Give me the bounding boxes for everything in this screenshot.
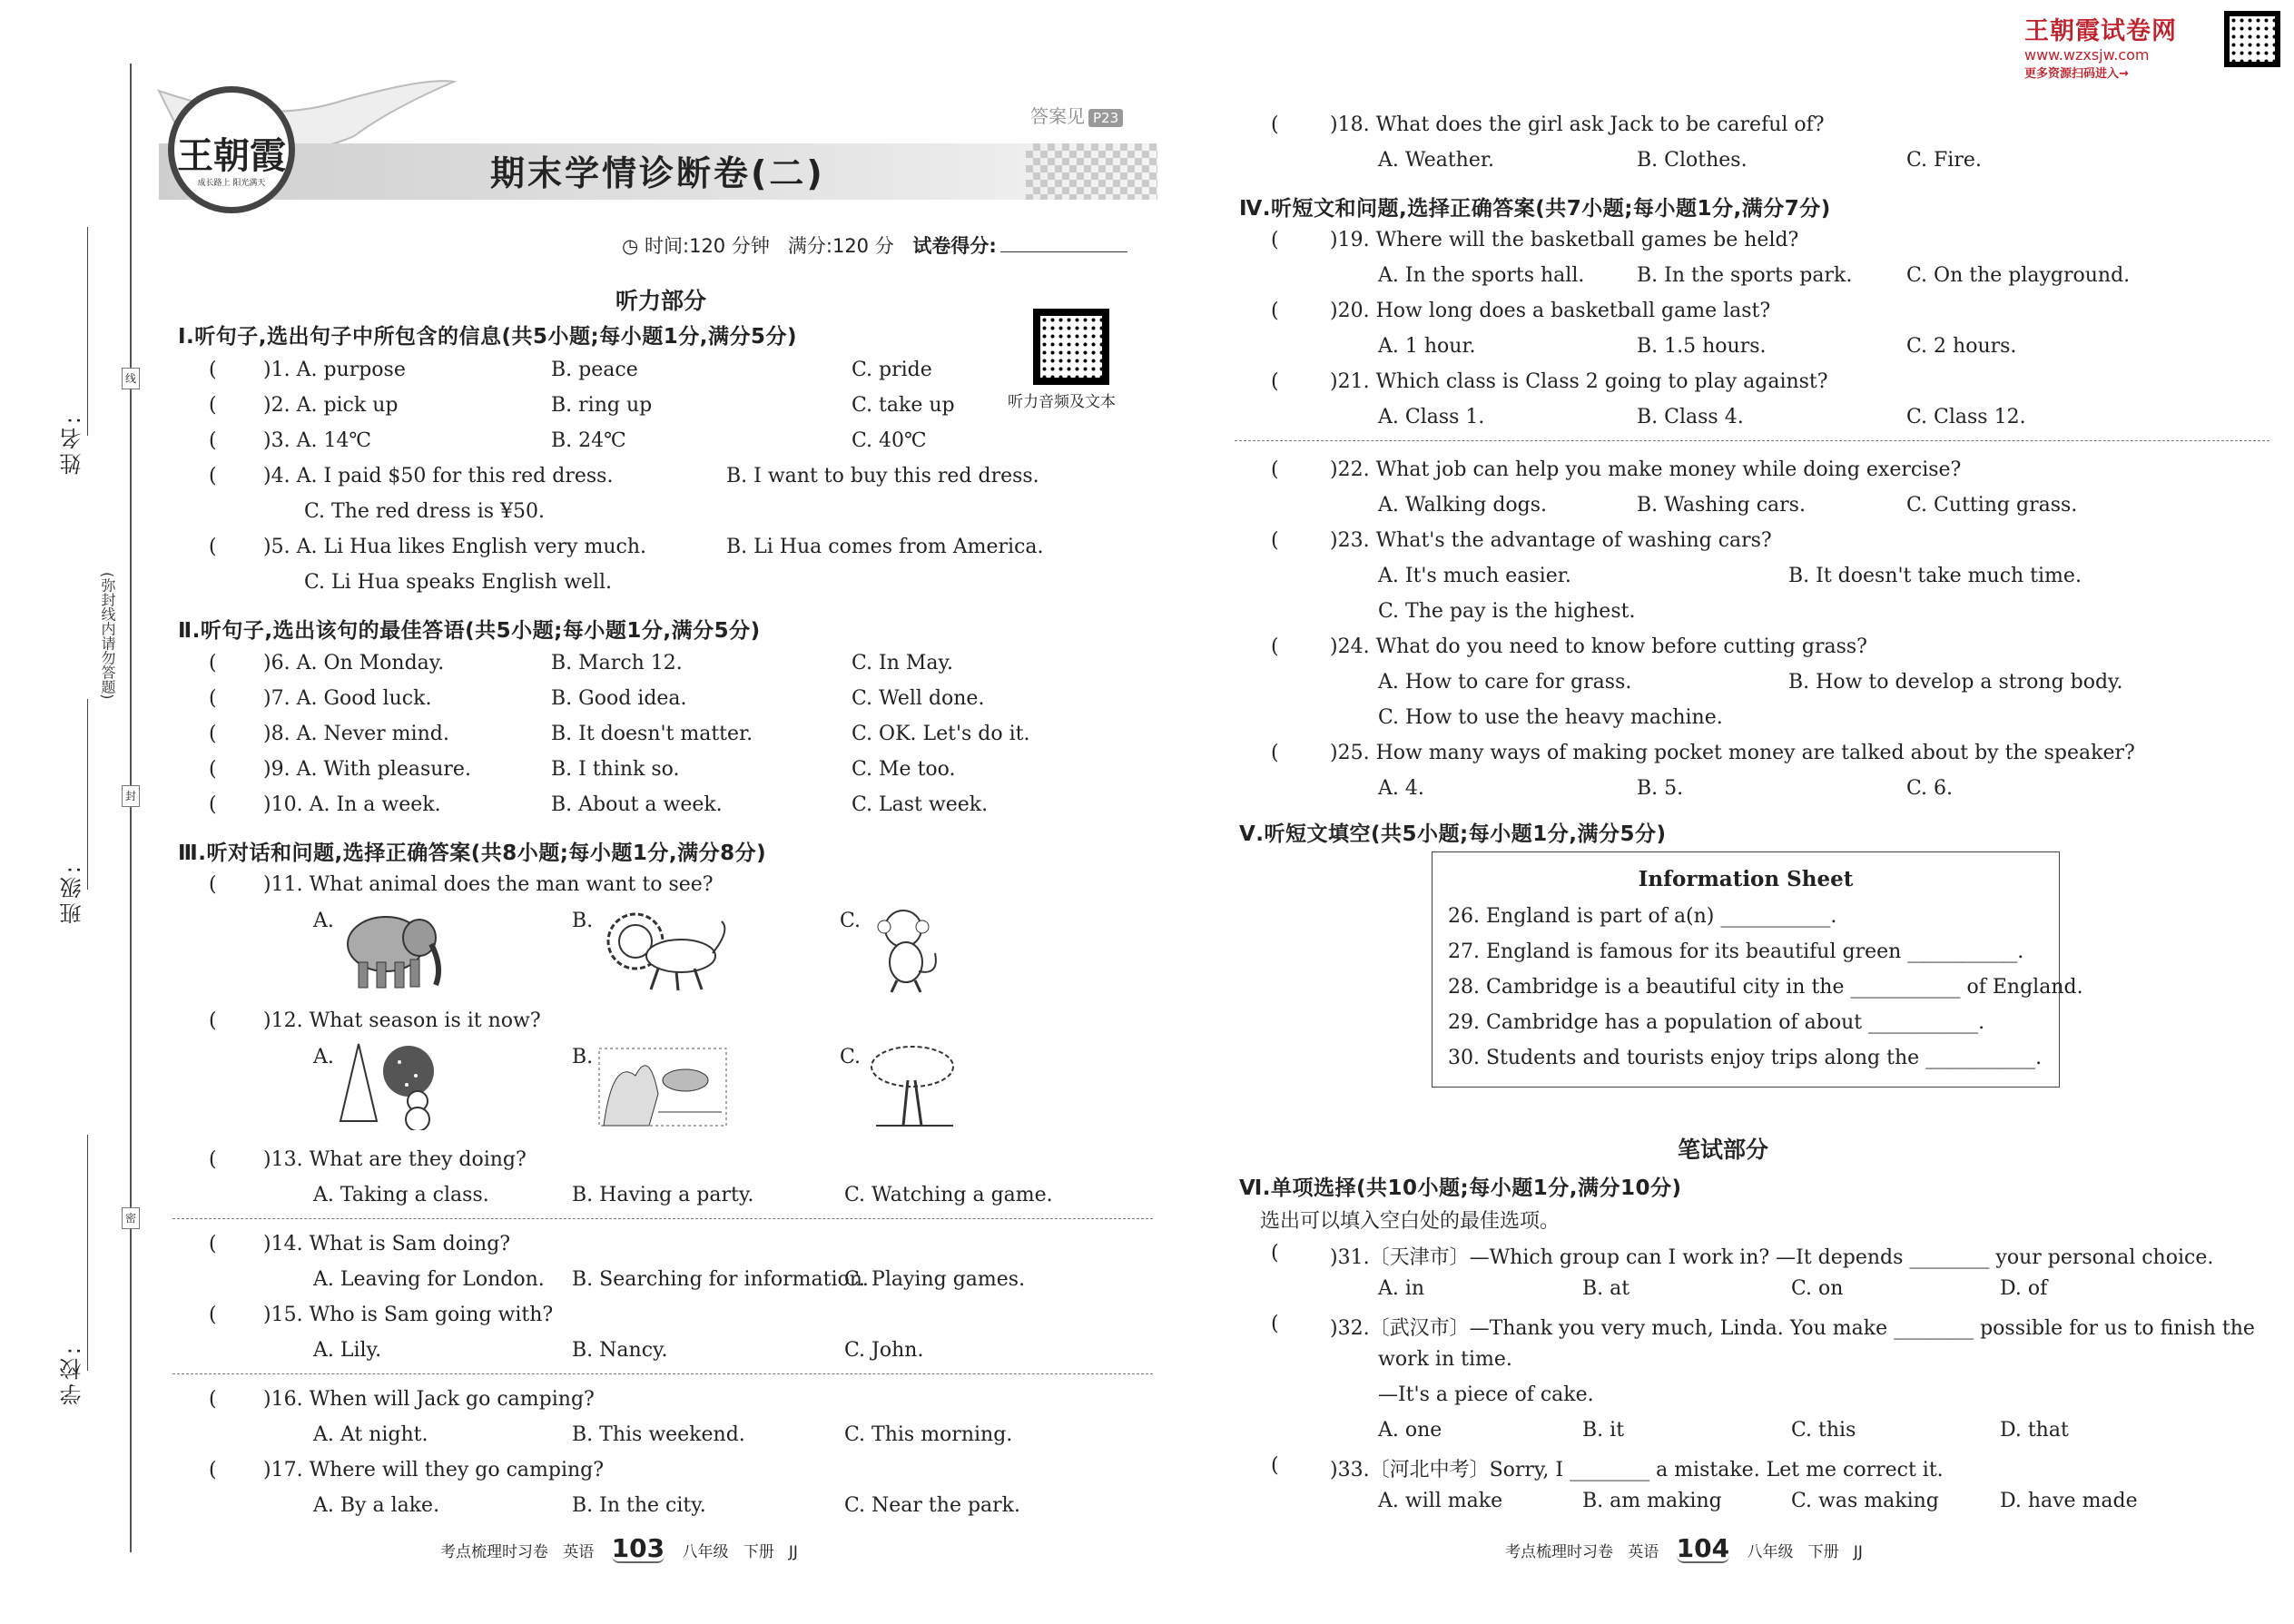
option-b: B. Good idea.: [551, 687, 687, 710]
option-b: B. I think so.: [551, 758, 680, 781]
question-stem-cont: —It's a piece of cake.: [1378, 1383, 1594, 1406]
question-row: (: [209, 394, 217, 417]
option-a: A. one: [1378, 1419, 1442, 1442]
pic-label: C.: [840, 1046, 861, 1068]
option-c: C. take up: [852, 394, 955, 417]
info-line: 28. Cambridge is a beautiful city in the ___________ of England.: [1448, 976, 2083, 999]
question-row: (: [209, 652, 217, 674]
question-row: (: [209, 536, 217, 558]
question-row: (: [209, 1233, 217, 1255]
question-row: (: [209, 873, 217, 896]
page-number: 104: [1676, 1533, 1730, 1563]
option-a: A. will make: [1378, 1490, 1503, 1512]
option-b: B. at: [1582, 1277, 1630, 1300]
footer-edition: JJ: [1853, 1543, 1863, 1561]
option-c: C. Li Hua speaks English well.: [304, 571, 613, 594]
divider: [172, 1373, 1153, 1374]
option-b: B. Li Hua comes from America.: [726, 536, 1044, 558]
option-c: C. Near the park.: [844, 1494, 1020, 1517]
logo-text: 王朝霞: [177, 134, 286, 177]
question-row: (: [209, 1388, 217, 1411]
question-row: (: [1271, 300, 1279, 322]
exam-meta: [622, 231, 1127, 259]
question-row: (: [1271, 635, 1279, 658]
question-stem: )9. A. With pleasure.: [263, 758, 471, 781]
option-a: A. Walking dogs.: [1378, 494, 1548, 517]
option-c: C. OK. Let's do it.: [852, 723, 1030, 745]
option-c: C. In May.: [852, 652, 954, 674]
question-stem: )6. A. On Monday.: [263, 652, 445, 674]
question-row: (: [1271, 458, 1279, 481]
pic-label: A.: [313, 1046, 334, 1068]
option-c: C. Cutting grass.: [1906, 494, 2078, 517]
option-b: B. I want to buy this red dress.: [726, 465, 1039, 487]
question-row: (: [1271, 229, 1279, 251]
question-stem: )33.〔河北中考〕Sorry, I ________ a mistake. Let me correct it.: [1330, 1459, 1944, 1481]
question-row: (: [209, 758, 217, 781]
footer-volume: 下册: [743, 1543, 774, 1561]
option-c: C. 2 hours.: [1906, 335, 2017, 358]
autumn-picture: [862, 1039, 962, 1130]
footer-edition: JJ: [788, 1543, 798, 1561]
question-row: (: [1271, 1313, 1279, 1335]
option-c: C. On the playground.: [1906, 264, 2131, 287]
option-b: B. It doesn't take much time.: [1788, 565, 2082, 587]
question-stem: )10. A. In a week.: [263, 793, 441, 816]
class-line: [87, 699, 88, 890]
option-c: C. This morning.: [844, 1423, 1013, 1446]
question-stem: )20. How long does a basketball game last?: [1330, 300, 1771, 322]
option-b: B. Washing cars.: [1637, 494, 1806, 517]
footer-book: 考点梳理时习卷: [1505, 1543, 1613, 1561]
question-row: (: [1271, 742, 1279, 764]
brand-name: 王朝霞试卷网: [2024, 17, 2177, 45]
seal-mark: 封: [122, 785, 140, 807]
question-row: (: [209, 465, 217, 487]
listening-heading: 听力部分: [615, 288, 707, 314]
option-b: B. peace: [551, 359, 638, 381]
page-footer: [440, 1533, 798, 1563]
option-c: C. The red dress is ¥50.: [304, 500, 545, 523]
option-b: B. am making: [1582, 1490, 1722, 1512]
question-row: (: [209, 793, 217, 816]
school-line: [87, 1135, 88, 1371]
question-stem-cont: work in time.: [1378, 1348, 1512, 1371]
answer-reference: [1030, 102, 1123, 128]
option-b: B. it: [1582, 1419, 1625, 1442]
option-b: B. It doesn't matter.: [551, 723, 753, 745]
option-a: A. It's much easier.: [1378, 565, 1571, 587]
question-stem: )8. A. Never mind.: [263, 723, 449, 745]
school-label: 学校:: [60, 1343, 85, 1406]
exam-time: 时间:120 分钟: [645, 235, 770, 257]
question-stem: )25. How many ways of making pocket money are talked about by the speaker?: [1330, 742, 2135, 764]
question-stem: )5. A. Li Hua likes English very much.: [263, 536, 646, 558]
answer-ref-label: 答案见: [1030, 105, 1085, 127]
question-stem: )4. A. I paid $50 for this red dress.: [263, 465, 614, 487]
option-a: A. Lily.: [313, 1339, 382, 1362]
footer-grade: 八年级: [682, 1543, 729, 1561]
section-5-heading: Ⅴ.听短文填空(共5小题;每小题1分,满分5分): [1239, 822, 1667, 846]
question-stem: )12. What season is it now?: [263, 1009, 541, 1032]
qr-code-icon[interactable]: [1033, 309, 1109, 385]
banner-pattern: [1026, 143, 1157, 200]
option-b: B. How to develop a strong body.: [1788, 671, 2123, 694]
question-stem: )17. Where will they go camping?: [263, 1459, 605, 1481]
section-1-heading: Ⅰ.听句子,选出句子中所包含的信息(共5小题;每小题1分,满分5分): [178, 325, 798, 349]
section-2-heading: Ⅱ.听句子,选出该句的最佳答语(共5小题;每小题1分,满分5分): [178, 619, 761, 643]
brand-url: www.wzxsjw.com: [2024, 46, 2150, 64]
question-row: (: [209, 1459, 217, 1481]
option-b: B. 5.: [1637, 777, 1684, 800]
question-stem: )32.〔武汉市〕—Thank you very much, Linda. You make ________ possible for us to finish the: [1330, 1317, 2255, 1340]
option-b: B. 1.5 hours.: [1637, 335, 1767, 358]
option-a: A. in: [1378, 1277, 1425, 1300]
option-c: C. Class 12.: [1906, 406, 2026, 428]
exam-title: 期末学情诊断卷(二): [490, 153, 825, 193]
question-stem: )7. A. Good luck.: [263, 687, 432, 710]
option-c: C. was making: [1791, 1490, 1939, 1512]
section-6-heading: Ⅵ.单项选择(共10小题;每小题1分,满分10分): [1239, 1176, 1682, 1200]
brand-logo: [168, 86, 295, 213]
question-stem: )3. A. 14℃: [263, 429, 372, 452]
section-3-heading: Ⅲ.听对话和问题,选择正确答案(共8小题;每小题1分,满分8分): [178, 842, 767, 865]
option-a: A. Taking a class.: [313, 1184, 489, 1206]
option-a: A. 4.: [1378, 777, 1424, 800]
question-row: (: [1271, 1242, 1279, 1265]
question-row: (: [209, 1009, 217, 1032]
question-row: (: [209, 429, 217, 452]
option-d: D. of: [2000, 1277, 2048, 1300]
qr-label: 听力音频及文本: [1008, 393, 1116, 411]
option-b: B. In the sports park.: [1637, 264, 1853, 287]
question-row: (: [1271, 1454, 1279, 1477]
option-b: B. In the city.: [572, 1494, 706, 1517]
question-stem: )22. What job can help you make money while doing exercise?: [1330, 458, 1962, 481]
brand-qr-icon[interactable]: [2224, 11, 2280, 67]
option-c: C. John.: [844, 1339, 924, 1362]
score-label: 试卷得分:: [912, 235, 997, 257]
page-number: 103: [611, 1533, 665, 1563]
pic-label: C.: [840, 910, 861, 932]
option-a: A. How to care for grass.: [1378, 671, 1632, 694]
question-stem: )31.〔天津市〕—Which group can I work in? —It depends ________ your personal choice.: [1330, 1246, 2214, 1269]
question-stem: )19. Where will the basketball games be held?: [1330, 229, 1799, 251]
option-b: B. This weekend.: [572, 1423, 745, 1446]
footer-subject: 英语: [563, 1543, 595, 1561]
pic-label: B.: [572, 1046, 594, 1068]
option-c: C. Playing games.: [844, 1268, 1026, 1291]
seal-mark: 密: [122, 1207, 140, 1229]
question-row: (: [209, 1148, 217, 1171]
right-page: [1180, 0, 2294, 1624]
option-d: D. that: [2000, 1419, 2069, 1442]
option-b: B. ring up: [551, 394, 653, 417]
binding-line: [130, 64, 132, 1552]
brand-more: 更多资源扫码进入→: [2024, 67, 2129, 81]
option-c: C. Fire.: [1906, 149, 1982, 172]
question-stem: )11. What animal does the man want to see?: [263, 873, 714, 896]
option-c: C. 40℃: [852, 429, 927, 452]
info-sheet-title: Information Sheet: [1638, 867, 1854, 891]
option-b: B. Searching for information.: [572, 1268, 869, 1291]
question-stem: )14. What is Sam doing?: [263, 1233, 511, 1255]
divider: [172, 1218, 1153, 1219]
option-c: C. Watching a game.: [844, 1184, 1053, 1206]
seal-note: (弥封线内请勿答题): [99, 572, 116, 700]
footer-volume: 下册: [1807, 1543, 1839, 1561]
class-label: 班级:: [60, 862, 85, 925]
question-row: (: [209, 687, 217, 710]
divider: [1235, 440, 2269, 441]
option-c: C. How to use the heavy machine.: [1378, 706, 1723, 729]
option-b: B. March 12.: [551, 652, 683, 674]
winter-picture: [336, 1039, 445, 1130]
pic-label: A.: [313, 910, 334, 932]
question-row: (: [209, 359, 217, 381]
footer-book: 考点梳理时习卷: [440, 1543, 548, 1561]
clock-icon: ◷: [622, 235, 639, 257]
section-6-instruction: 选出可以填入空白处的最佳选项。: [1260, 1210, 1561, 1233]
option-c: C. Last week.: [852, 793, 989, 816]
option-c: C. 6.: [1906, 777, 1954, 800]
question-stem: )1. A. purpose: [263, 359, 406, 381]
summer-picture: [595, 1039, 731, 1130]
question-stem: )2. A. pick up: [263, 394, 399, 417]
option-d: D. have made: [2000, 1490, 2138, 1512]
option-b: B. Clothes.: [1637, 149, 1748, 172]
information-sheet: [1432, 851, 2083, 1088]
elephant-picture: [336, 903, 445, 994]
question-stem: )21. Which class is Class 2 going to play against?: [1330, 370, 1828, 393]
writing-heading: 笔试部分: [1678, 1137, 1769, 1163]
info-line: 26. England is part of a(n) ___________.: [1448, 905, 1837, 928]
info-line: 29. Cambridge has a population of about ___________.: [1448, 1011, 1985, 1034]
option-a: A. By a lake.: [313, 1494, 440, 1517]
section-4-heading: Ⅳ.听短文和问题,选择正确答案(共7小题;每小题1分,满分7分): [1239, 197, 1831, 221]
question-stem: )18. What does the girl ask Jack to be careful of?: [1330, 113, 1825, 136]
score-blank[interactable]: [1000, 251, 1127, 252]
brand-block[interactable]: [2024, 11, 2177, 81]
option-a: A. 1 hour.: [1378, 335, 1476, 358]
option-a: A. Class 1.: [1378, 406, 1485, 428]
footer-subject: 英语: [1628, 1543, 1659, 1561]
question-row: (: [1271, 113, 1279, 136]
answer-page-badge: P23: [1088, 109, 1123, 127]
question-stem: )24. What do you need to know before cutting grass?: [1330, 635, 1867, 658]
option-c: C. pride: [852, 359, 932, 381]
option-c: C. this: [1791, 1419, 1856, 1442]
monkey-picture: [862, 903, 953, 994]
option-b: B. Class 4.: [1637, 406, 1744, 428]
question-row: (: [1271, 529, 1279, 552]
option-b: B. About a week.: [551, 793, 723, 816]
question-row: (: [1271, 370, 1279, 393]
option-a: A. Leaving for London.: [313, 1268, 545, 1291]
name-line: [87, 227, 88, 436]
question-row: (: [209, 1304, 217, 1326]
footer-grade: 八年级: [1747, 1543, 1794, 1561]
option-a: A. In the sports hall.: [1378, 264, 1585, 287]
option-b: B. Nancy.: [572, 1339, 668, 1362]
option-c: C. on: [1791, 1277, 1844, 1300]
option-a: A. Weather.: [1378, 149, 1494, 172]
option-b: B. 24℃: [551, 429, 626, 452]
question-stem: )23. What's the advantage of washing cars?: [1330, 529, 1772, 552]
option-a: A. At night.: [313, 1423, 428, 1446]
logo-slogan: 成长路上 阳光满天: [197, 179, 266, 188]
seal-mark: 线: [122, 368, 140, 389]
question-stem: )16. When will Jack go camping?: [263, 1388, 595, 1411]
info-line: 27. England is famous for its beautiful green ___________.: [1448, 940, 2024, 963]
question-stem: )13. What are they doing?: [263, 1148, 527, 1171]
question-stem: )15. Who is Sam going with?: [263, 1304, 554, 1326]
exam-full-score: 满分:120 分: [787, 235, 894, 257]
info-line: 30. Students and tourists enjoy trips along the ___________.: [1448, 1047, 2043, 1069]
option-c: C. Well done.: [852, 687, 985, 710]
question-row: (: [209, 723, 217, 745]
option-c: C. The pay is the highest.: [1378, 600, 1636, 623]
name-label: 姓名:: [60, 413, 85, 476]
option-b: B. Having a party.: [572, 1184, 754, 1206]
option-c: C. Me too.: [852, 758, 956, 781]
pic-label: B.: [572, 910, 594, 932]
lion-picture: [595, 903, 731, 994]
